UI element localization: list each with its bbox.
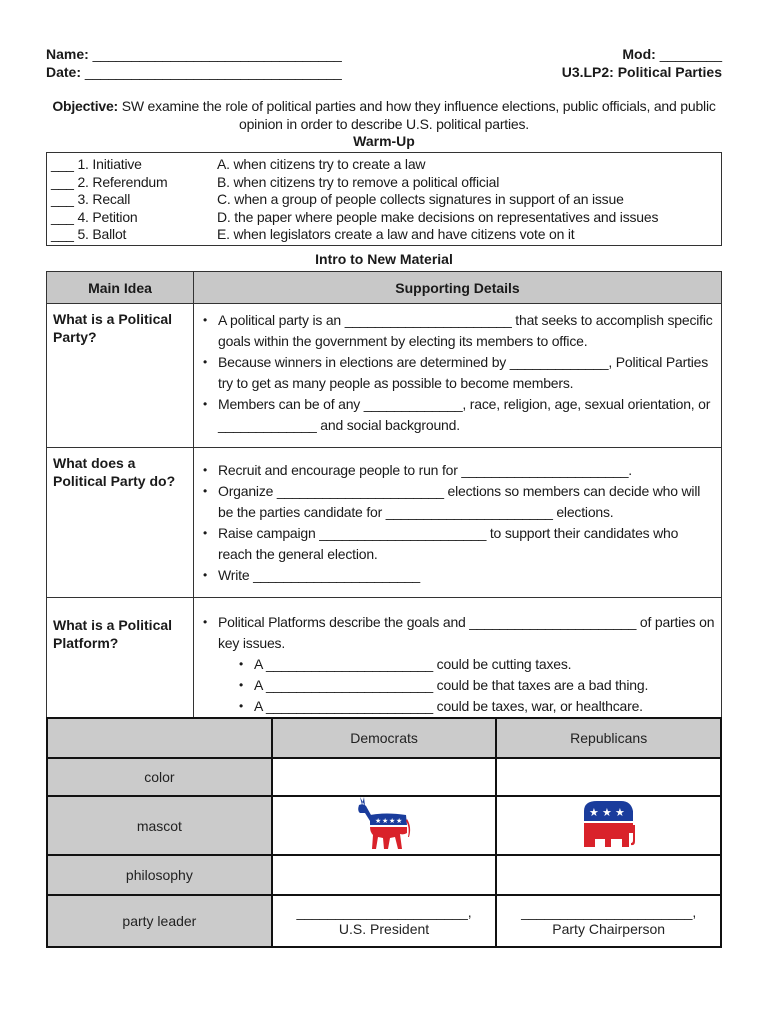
republican-leader-cell[interactable] — [496, 895, 721, 947]
main-idea-cell: What is a Political Party? — [47, 304, 194, 448]
color-label: color — [47, 758, 272, 796]
bullet-item — [200, 310, 715, 352]
bullet-text[interactable]: Write ______________________ — [218, 567, 420, 583]
bullet-text[interactable]: A ______________________ could be taxes, war, or healthcare. — [254, 698, 643, 714]
bullet-text[interactable]: A ______________________ could be cutting taxes. — [254, 656, 572, 672]
svg-text:★: ★ — [396, 817, 403, 825]
warmup-row — [51, 174, 721, 192]
svg-text:★: ★ — [601, 806, 612, 819]
mod-field[interactable] — [622, 46, 722, 62]
warmup-definition: D. the paper where people make decisions on representatives and issues — [217, 208, 659, 225]
bullet-icon: • — [203, 615, 208, 629]
republican-color-cell[interactable] — [496, 758, 721, 796]
democrat-philosophy-cell[interactable] — [272, 855, 497, 895]
name-label: Name: — [46, 46, 89, 62]
democrat-color-cell[interactable] — [272, 758, 497, 796]
leader-blank[interactable]: ______________________, — [521, 904, 697, 920]
republican-philosophy-cell[interactable] — [496, 855, 721, 895]
main-idea-cell: What is a Political Platform? — [47, 598, 194, 718]
bullet-icon: • — [203, 313, 208, 327]
intro-title: Intro to New Material — [315, 251, 453, 267]
svg-text:★: ★ — [389, 817, 396, 825]
name-blank[interactable]: ________________________________ — [88, 46, 342, 62]
supporting-details-cell — [194, 448, 722, 598]
notes-row — [47, 448, 722, 598]
bullet-text[interactable]: A political party is an ______________________ that seeks to accomplish specific goals within the government by electing its members to office. — [218, 312, 713, 349]
date-label: Date: — [46, 64, 82, 80]
bullet-icon: • — [203, 355, 208, 369]
parties-table — [46, 717, 722, 948]
color-row — [47, 758, 721, 796]
main-idea-header: Main Idea — [47, 272, 194, 304]
sub-bullet-item — [200, 696, 715, 717]
bullet-item — [200, 523, 715, 565]
democrat-leader-cell[interactable] — [272, 895, 497, 947]
bullet-icon: • — [239, 678, 244, 692]
leader-blank[interactable]: ______________________, — [296, 904, 472, 920]
bullet-text[interactable]: A ______________________ could be that taxes are a bad thing. — [254, 677, 649, 693]
bullet-item — [200, 352, 715, 394]
bullet-text[interactable]: Raise campaign ______________________ to support their candidates who reach the general election. — [218, 525, 679, 562]
notes-row — [47, 304, 722, 448]
name-field[interactable] — [46, 46, 342, 62]
sub-bullet-item — [200, 654, 715, 675]
lesson-title: U3.LP2: Political Parties — [561, 64, 722, 80]
objective-text: SW examine the role of political parties and how they influence elections, public officials, and public opinion in order to describe U.S. political parties. — [118, 98, 716, 132]
party-leader-label: party leader — [47, 895, 272, 947]
philosophy-label: philosophy — [47, 855, 272, 895]
warmup-definition: B. when citizens try to remove a political official — [217, 173, 500, 190]
date-blank[interactable]: _________________________________ — [81, 64, 342, 80]
republican-mascot-cell — [496, 796, 721, 855]
bullet-item — [200, 460, 715, 481]
party-leader-row — [47, 895, 721, 947]
democrat-mascot-cell — [272, 796, 497, 855]
bullet-text[interactable]: Because winners in elections are determined by _____________, Political Parties try to get as many people as possible to become members. — [218, 354, 709, 391]
bullet-icon: • — [239, 699, 244, 713]
main-idea-cell: What does a Political Party do? — [47, 448, 194, 598]
republican-leader-title: Party Chairperson — [552, 921, 666, 937]
bullet-text[interactable]: Organize ______________________ elections so members can decide who will be the parties candidate for ______________________ elections. — [218, 483, 701, 520]
bullet-icon: • — [203, 484, 208, 498]
elephant-icon — [581, 799, 637, 852]
notes-header-row — [47, 272, 722, 304]
warmup-term[interactable]: ___ 2. Referendum — [51, 173, 168, 190]
bullet-icon: • — [203, 568, 208, 582]
warmup-row — [51, 226, 721, 244]
warmup-term[interactable]: ___ 3. Recall — [51, 191, 131, 208]
notes-row — [47, 598, 722, 718]
donkey-icon — [356, 797, 412, 854]
date-field[interactable] — [46, 64, 342, 80]
mod-label: Mod: — [622, 46, 656, 62]
bullet-icon: • — [239, 657, 244, 671]
philosophy-row — [47, 855, 721, 895]
objective-label: Objective: — [52, 98, 119, 114]
warmup-definition: E. when legislators create a law and have citizens vote on it — [217, 226, 575, 243]
notes-table — [46, 271, 722, 718]
warmup-definition: C. when a group of people collects signatures in support of an issue — [217, 191, 624, 208]
svg-text:★: ★ — [614, 806, 625, 819]
bullet-item — [200, 565, 715, 586]
bullet-text[interactable]: Recruit and encourage people to run for ______________________. — [218, 462, 632, 478]
corner-cell — [47, 718, 272, 758]
mascot-label: mascot — [47, 796, 272, 855]
bullet-icon: • — [203, 526, 208, 540]
supporting-details-cell — [194, 598, 722, 718]
header-row-2 — [46, 64, 722, 82]
svg-text:★: ★ — [375, 817, 382, 825]
bullet-text[interactable]: Members can be of any _____________, race, religion, age, sexual orientation, or _____________ and social background. — [218, 396, 711, 433]
warmup-term[interactable]: ___ 5. Ballot — [51, 226, 127, 243]
bullet-text[interactable]: Political Platforms describe the goals and ______________________ of parties on key issues. — [218, 614, 715, 651]
sub-bullet-item — [200, 675, 715, 696]
warmup-term[interactable]: ___ 1. Initiative — [51, 156, 142, 172]
warmup-term[interactable]: ___ 4. Petition — [51, 208, 138, 225]
bullet-item — [200, 612, 715, 654]
supporting-details-cell — [194, 304, 722, 448]
democrats-header: Democrats — [272, 718, 497, 758]
warmup-row — [51, 191, 721, 209]
bullet-icon: • — [203, 397, 208, 411]
republicans-header: Republicans — [496, 718, 721, 758]
warmup-row — [51, 156, 721, 174]
svg-text:★: ★ — [588, 806, 599, 819]
mod-blank[interactable]: ________ — [655, 46, 722, 62]
democrat-leader-title: U.S. President — [338, 921, 430, 937]
parties-header-row — [47, 718, 721, 758]
supporting-details-header: Supporting Details — [194, 272, 722, 304]
warmup-box — [46, 152, 722, 246]
bullet-item — [200, 394, 715, 436]
header-row-1 — [46, 46, 722, 64]
warmup-row — [51, 209, 721, 227]
objective — [46, 97, 722, 133]
bullet-item — [200, 481, 715, 523]
svg-text:★: ★ — [382, 817, 389, 825]
warmup-title: Warm-Up — [353, 133, 415, 149]
warmup-definition: A. when citizens try to create a law — [217, 156, 426, 172]
bullet-icon: • — [203, 463, 208, 477]
mascot-row — [47, 796, 721, 855]
